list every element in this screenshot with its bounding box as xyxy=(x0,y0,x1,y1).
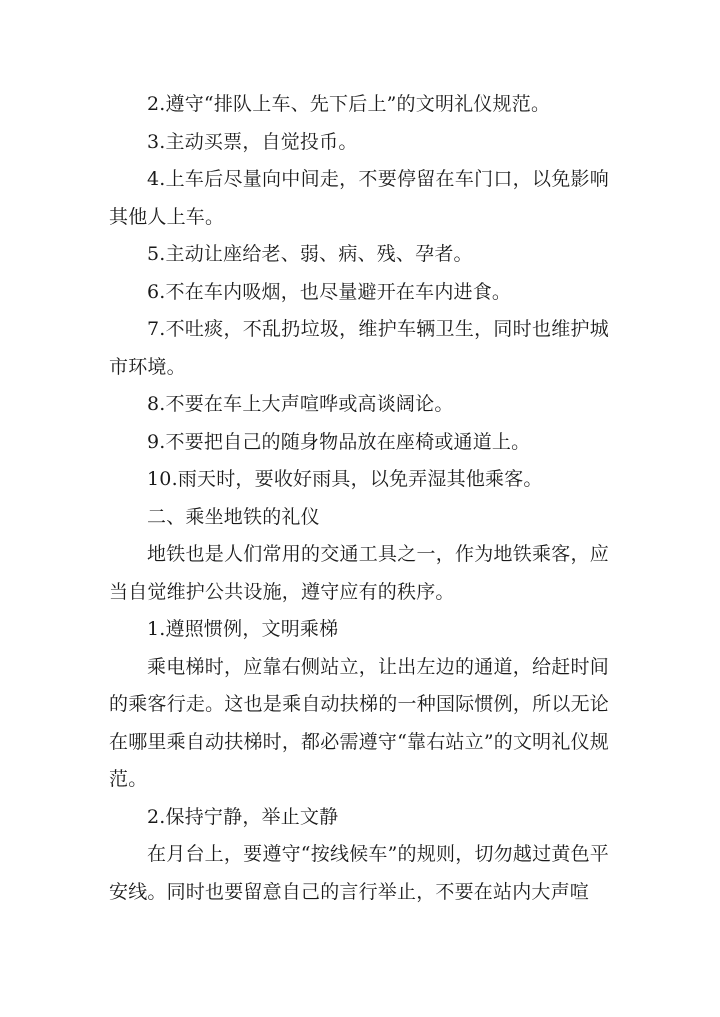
subheading-escalator: 1.遵照惯例，文明乘梯 xyxy=(147,618,339,640)
paragraph-rule-2: 2.遵守“排队上车、先下后上”的文明礼仪规范。 xyxy=(147,93,551,115)
paragraph-rule-5: 5.主动让座给老、弱、病、残、孕者。 xyxy=(147,243,473,265)
paragraph-rule-8: 8.不要在车上大声喧哗或高谈阔论。 xyxy=(147,393,454,415)
subheading-quiet: 2.保持宁静，举止文静 xyxy=(147,805,339,828)
paragraph-escalator: 乘电梯时，应靠右侧站立，让出左边的通道，给赶时间的乘客行走。这也是乘自动扶梯的一种国际惯例，所以无论在哪里乘自动扶梯时，都必需遵守“靠右站立”的文明礼仪规范。 xyxy=(109,655,609,790)
paragraph-subway-intro: 地铁也是人们常用的交通工具之一，作为地铁乘客，应当自觉维护公共设施，遵守应有的秩序。 xyxy=(109,543,609,603)
paragraph-platform: 在月台上，要遵守“按线候车”的规则，切勿越过黄色平安线。同时也要留意自己的言行举止，不要在站内大声喧 xyxy=(109,843,609,903)
paragraph-rule-3: 3.主动买票，自觉投币。 xyxy=(147,130,358,153)
document-body xyxy=(109,86,609,911)
section-heading-subway: 二、乘坐地铁的礼仪 xyxy=(147,505,320,528)
paragraph-rule-6: 6.不在车内吸烟，也尽量避开在车内进食。 xyxy=(147,280,512,303)
paragraph-rule-4: 4.上车后尽量向中间走，不要停留在车门口，以免影响其他人上车。 xyxy=(109,168,609,228)
paragraph-rule-9: 9.不要把自己的随身物品放在座椅或通道上。 xyxy=(147,430,531,453)
paragraph-rule-7: 7.不吐痰，不乱扔垃圾，维护车辆卫生，同时也维护城市环境。 xyxy=(109,318,609,378)
paragraph-rule-10: 10.雨天时，要收好雨具，以免弄湿其他乘客。 xyxy=(147,468,543,490)
